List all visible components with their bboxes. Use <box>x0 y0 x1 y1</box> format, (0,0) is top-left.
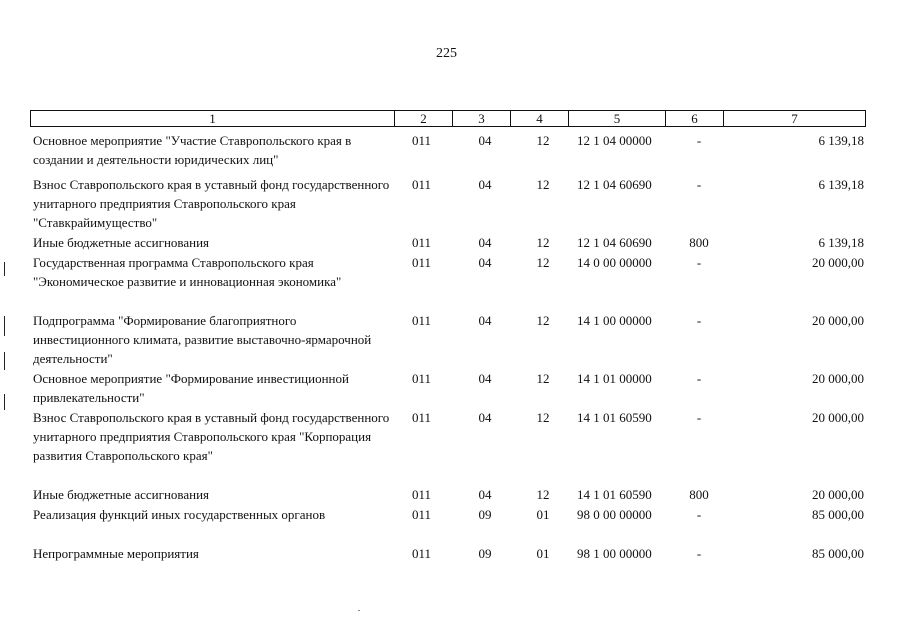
row-col2: 011 <box>412 255 432 270</box>
row-col6: - <box>696 371 702 386</box>
row-name: Иные бюджетные ассигнования <box>33 235 210 250</box>
row-col6: - <box>696 507 702 522</box>
row-col4: 12 <box>536 487 550 502</box>
column-header: 7 <box>791 111 798 126</box>
row-col5: 14 1 01 00000 <box>577 371 652 386</box>
column-header: 2 <box>395 111 453 126</box>
row-col6: - <box>696 133 702 148</box>
row-col6: 800 <box>689 487 709 502</box>
row-name: Непрограммные мероприятия <box>33 546 199 561</box>
row-col6: - <box>696 546 702 561</box>
column-header: 6 <box>666 111 724 126</box>
row-col4: 01 <box>536 507 550 522</box>
row-col4: 01 <box>536 546 550 561</box>
row-amount: 6 139,18 <box>818 133 864 148</box>
row-col4: 12 <box>536 255 550 270</box>
row-amount: 20 000,00 <box>812 371 864 386</box>
row-col3: 09 <box>478 546 492 561</box>
row-name: Основное мероприятие "Участие Ставропольского края в создании и деятельности юридических лиц" <box>33 133 352 167</box>
row-col2: 011 <box>412 487 432 502</box>
row-col2: 011 <box>412 546 432 561</box>
row-col2: 011 <box>412 177 432 192</box>
row-col4: 12 <box>536 313 550 328</box>
row-amount: 20 000,00 <box>812 313 864 328</box>
row-amount: 85 000,00 <box>812 546 864 561</box>
row-col4: 12 <box>536 133 550 148</box>
row-col4: 12 <box>536 177 550 192</box>
table-header <box>30 110 866 127</box>
row-col6: - <box>696 410 702 425</box>
row-col5: 14 1 01 60590 <box>577 410 652 425</box>
column-header: 3 <box>453 111 511 126</box>
row-col5: 12 1 04 60690 <box>577 177 652 192</box>
row-name: Подпрограмма "Формирование благоприятного инвестиционного климата, развитие выставочно-ярмарочной деятельности" <box>33 313 372 366</box>
row-col5: 12 1 04 00000 <box>577 133 652 148</box>
margin-mark <box>4 316 5 336</box>
row-col2: 011 <box>412 313 432 328</box>
row-col3: 09 <box>478 507 492 522</box>
row-col3: 04 <box>478 487 492 502</box>
row-col2: 011 <box>412 235 432 250</box>
row-col4: 12 <box>536 371 550 386</box>
row-col4: 12 <box>536 235 550 250</box>
row-col3: 04 <box>478 410 492 425</box>
column-header: 1 <box>31 111 395 126</box>
margin-mark <box>4 394 5 410</box>
column-header: 4 <box>511 111 569 126</box>
row-col6: - <box>696 313 702 328</box>
row-amount: 20 000,00 <box>812 255 864 270</box>
row-col2: 011 <box>412 410 432 425</box>
row-col3: 04 <box>478 235 492 250</box>
row-col2: 011 <box>412 133 432 148</box>
row-col5: 98 1 00 00000 <box>577 546 652 561</box>
row-name: Реализация функций иных государственных органов <box>33 507 326 522</box>
row-name: Основное мероприятие "Формирование инвестиционной привлекательности" <box>33 371 349 405</box>
row-name: Иные бюджетные ассигнования <box>33 487 210 502</box>
row-col5: 12 1 04 60690 <box>577 235 652 250</box>
row-col5: 14 0 00 00000 <box>577 255 652 270</box>
row-col2: 011 <box>412 371 432 386</box>
row-amount: 6 139,18 <box>818 235 864 250</box>
row-col3: 04 <box>478 313 492 328</box>
row-col2: 011 <box>412 507 432 522</box>
row-amount: 85 000,00 <box>812 507 864 522</box>
row-col6: 800 <box>689 235 709 250</box>
row-col6: - <box>696 255 702 270</box>
row-col5: 14 1 00 00000 <box>577 313 652 328</box>
row-amount: 6 139,18 <box>818 177 864 192</box>
margin-mark <box>4 262 5 276</box>
row-col3: 04 <box>478 371 492 386</box>
margin-mark <box>4 352 5 370</box>
row-col6: - <box>696 177 702 192</box>
row-name: Взнос Ставропольского края в уставный фонд государственного унитарного предприятия Ставропольского края "Ставкрайимущество" <box>33 177 390 230</box>
row-col5: 98 0 00 00000 <box>577 507 652 522</box>
row-name: Государственная программа Ставропольского края "Экономическое развитие и инновационная экономика" <box>33 255 342 289</box>
page-number: 225 <box>436 46 457 61</box>
row-col3: 04 <box>478 177 492 192</box>
row-amount: 20 000,00 <box>812 410 864 425</box>
row-col5: 14 1 01 60590 <box>577 487 652 502</box>
row-amount: 20 000,00 <box>812 487 864 502</box>
row-name: Взнос Ставропольского края в уставный фонд государственного унитарного предприятия Ставропольского края "Корпорация развития Ставропольского края" <box>33 410 390 463</box>
row-col3: 04 <box>478 133 492 148</box>
row-col4: 12 <box>536 410 550 425</box>
row-col3: 04 <box>478 255 492 270</box>
scan-speck <box>358 610 360 611</box>
column-header: 5 <box>569 111 666 126</box>
